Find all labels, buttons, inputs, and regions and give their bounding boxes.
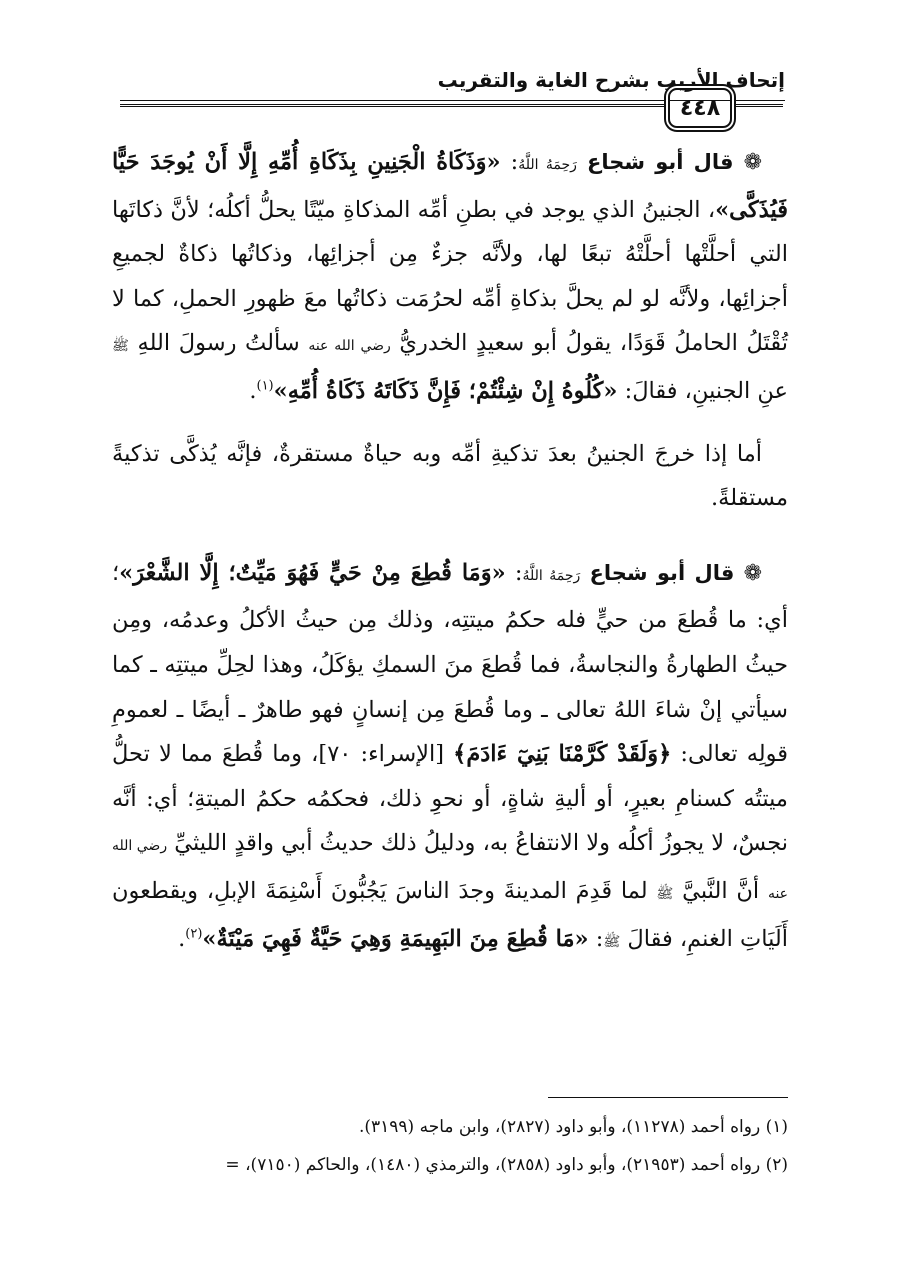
section-gap <box>112 521 788 551</box>
honorific-saw-icon: ﷺ <box>656 885 674 902</box>
flower-ornament-icon: ❁ <box>743 150 763 175</box>
footnotes <box>108 1108 788 1184</box>
paragraph-1 <box>112 140 788 414</box>
colon: : <box>510 149 519 175</box>
page-number: ٤٤٨ <box>668 88 732 128</box>
main-text <box>112 140 788 964</box>
footnote-1: (١) رواه أحمد (١١٢٧٨)، وأبو داود (٢٨٢٧)، وابن ماجه (٣١٩٩). <box>358 1117 788 1137</box>
period: . <box>249 377 257 404</box>
commentary-text: أنَّ النَّبيَّ <box>682 877 760 904</box>
footnote-separator <box>548 1097 788 1098</box>
hadith-quote: «كُلُوهُ إِنْ شِئْتُمْ؛ فَإِنَّ ذَكَاتَهُ ذَكَاةُ أُمِّهِ» <box>273 377 618 404</box>
honorific-rahimahu-icon: رَحِمَهُ اللَّهُ <box>522 567 581 584</box>
commentary-text: لما قَدِمَ المدينةَ وجدَ الناسَ يَجُبُّونَ أَسْنِمَةَ الإبلِ، ويقطعون أَلَيَاتِ الغنمِ، فقالَ <box>112 877 788 952</box>
page-number-rule-right <box>730 104 783 107</box>
quran-verse: ﴿وَلَقَدْ كَرَّمْنَا بَنِيٓ ءَادَمَ﴾ <box>453 741 672 768</box>
colon: : <box>595 925 604 952</box>
honorific-saw-icon: ﷺ <box>112 338 129 355</box>
honorific-radiya-icon: رضي الله عنه <box>112 838 789 902</box>
colon: : <box>514 559 523 586</box>
footnote-2: (٢) رواه أحمد (٢١٩٥٣)، وأبو داود (٢٨٥٨)، والترمذي (١٤٨٠)، والحاكم (٧١٥٠)، = <box>225 1155 788 1175</box>
page-number-rule-left <box>120 104 665 107</box>
honorific-rahimahu-icon: رَحِمَهُ اللَّهُ <box>518 157 577 173</box>
flower-ornament-icon: ❁ <box>743 560 763 586</box>
author-lead: قال أبو شجاع <box>589 560 735 585</box>
paragraph-3 <box>112 551 788 964</box>
quran-reference: [الإسراء: ٧٠] <box>318 741 445 768</box>
commentary-text: ، وما قُطعَ مما لا تحلُّ ميتتُه كسنامِ بعيرٍ، أو أليةِ شاةٍ، أو نحوِ ذلك، فحكمُه حكمُ الميتةِ؛ أي: أنَّه نجسٌ، لا يجوزُ أكلُه ولا الانتفاعُ به، ودليلُ ذلك حديثُ أبي واقدٍ الليثيِّ <box>112 741 788 857</box>
matn-quote: «وَمَا قُطِعَ مِنْ حَيٍّ فَهُوَ مَيِّتٌ؛ إِلَّا الشَّعْرَ» <box>119 559 506 586</box>
footnote-ref-2[interactable]: (٢) <box>185 926 203 941</box>
period: . <box>178 925 186 952</box>
commentary-text: عنِ الجنينِ، فقالَ: <box>624 377 788 404</box>
matn-quote: «وَذَكَاةُ الْجَنِينِ بِذَكَاةِ أُمِّهِ إِلَّا أَنْ يُوجَدَ حَيًّا فَيُذَكَّى» <box>112 149 788 223</box>
footnote-ref-1[interactable]: (١) <box>256 378 274 394</box>
commentary-text: ، الجنينُ الذي يوجد في بطنِ أمِّه المذكاةِ ميّتًا يحلُّ أكلُه؛ لأنَّ ذكاتَها التي أحلَّتْها أحلَّتْهُ تبعًا لها، ولأنَّه جزءٌ مِن أجزائِها، وذكاتُها ذكاةٌ لجميعِ أجزائِها، ولأنَّه لو لم يحلَّ بذكاةِ أمِّه لحرُمَت ذكاتُها معَ ظهورِ الحملِ، كما لا تُقْتَلُ الحاملُ قَوَدًا، يقولُ أبو سعيدٍ الخدريُّ <box>112 196 788 357</box>
commentary-text: ؛ أي: ما قُطعَ من حيٍّ فله حكمُ ميتتِه، وذلك مِن حيثُ الأكلُ وعدمُه، ومِن حيثُ الطهارةُ والنجاسةُ، فما قُطعَ منَ السمكِ يؤكَلُ، وهذا لحِلِّ ميتتِه ـ كما سيأتي إنْ شاءَ اللهُ تعالى ـ وما قُطعَ مِن إنسانٍ فهو طاهرٌ ـ أيضًا ـ لعمومِ قولِه تعالى: <box>112 559 788 768</box>
paragraph-gap <box>112 414 788 432</box>
honorific-radiya-icon: رضي الله عنه <box>308 338 391 355</box>
commentary-text: سألتُ رسولَ اللهِ <box>137 330 300 357</box>
paragraph-2: أما إذا خرجَ الجنينُ بعدَ تذكيةِ أمِّه وبه حياةٌ مستقرةٌ، فإنَّه يُذكَّى تذكيةً مستقلةً. <box>112 440 788 512</box>
honorific-saw-icon: ﷺ <box>603 933 621 950</box>
hadith-quote: «مَا قُطِعَ مِنَ البَهِيمَةِ وَهِيَ حَيَّةٌ فَهِيَ مَيْتَةٌ» <box>202 925 589 952</box>
author-lead: قال أبو شجاع <box>586 150 734 174</box>
running-title: إتحاف الأريب بشرح الغاية والتقريب <box>437 68 785 92</box>
